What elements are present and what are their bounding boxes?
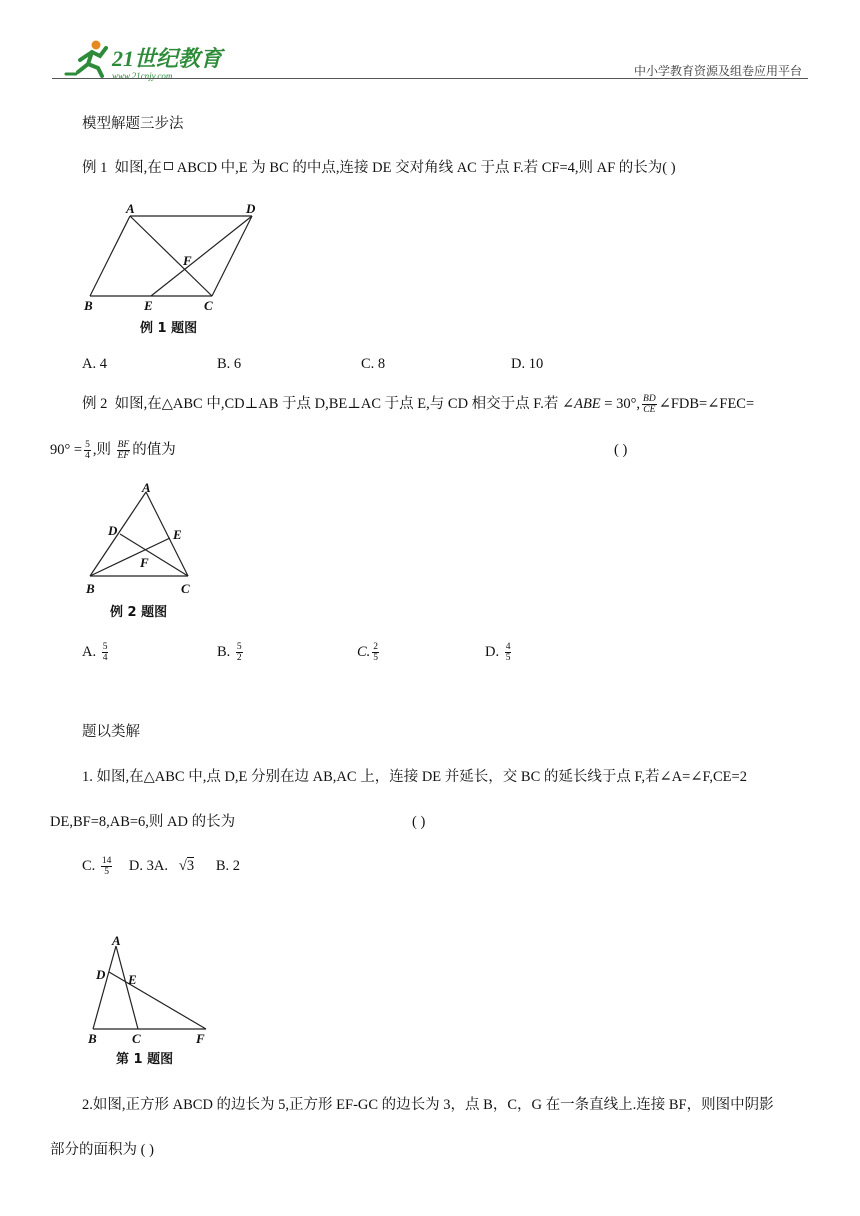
- example2-text-a: 如图,在△ABC 中,CD⊥AB 于点 D,BE⊥AC 于点 E,与 CD 相交于点 F.若 ∠: [114, 396, 575, 412]
- example1-option-c[interactable]: C. 8: [361, 356, 386, 372]
- svg-text:D: D: [96, 967, 106, 982]
- example2-angle-abe: ABE: [574, 396, 601, 412]
- example1-option-a[interactable]: A. 4: [82, 356, 107, 372]
- point-F: F: [183, 253, 192, 268]
- question1-options[interactable]: [82, 856, 240, 877]
- svg-text:A: A: [112, 933, 121, 948]
- example2-text-b: = 30°,: [600, 396, 641, 412]
- example2-figure: [82, 478, 212, 631]
- svg-text:F: F: [196, 1031, 205, 1046]
- example2-option-c[interactable]: C. $\frac{2}{5}$: [357, 642, 379, 664]
- point-C: C: [204, 298, 213, 313]
- example2-question-line1: [82, 394, 754, 415]
- fraction-bd-ce: $\frac{BD}{CE}$: [643, 394, 656, 416]
- question1-line1: 1. 如图,在△ABC 中,点 D,E 分别在边 AB,AC 上，连接 DE 并延长，交 BC 的延长线于点 F,若∠A=∠F,CE=2: [82, 769, 747, 785]
- example1-text-a: 如图,在: [114, 160, 162, 176]
- logo-url: www.21cnjy.com: [112, 71, 173, 81]
- question2-line2: 部分的面积为 ( ): [50, 1142, 154, 1158]
- question1-figure: [82, 928, 222, 1078]
- example2-option-a[interactable]: A. $\frac{5}{4}$: [82, 642, 108, 664]
- example2-answer-paren: ( ): [614, 442, 628, 458]
- example2-line2-c: 的值为: [132, 442, 176, 458]
- header-platform-text: 中小学教育资源及组卷应用平台: [633, 64, 802, 78]
- example2-question-line2: [50, 440, 176, 461]
- fraction-bf-ef: $\frac{BF}{EF}$: [117, 440, 130, 462]
- point-B: B: [84, 298, 93, 313]
- example1-text-b: ABCD 中,E 为 BC 的中点,连接 DE 交对角线 AC 于点 F.若 CF=4,则 AF 的长为( ): [176, 160, 676, 176]
- section-title-practice: 题以类解: [82, 724, 140, 740]
- sqrt-icon: √: [178, 858, 187, 874]
- svg-text:C: C: [132, 1031, 141, 1046]
- section-title-model: 模型解题三步法: [82, 116, 184, 132]
- example2-option-b[interactable]: B. $\frac{5}{2}$: [217, 642, 242, 664]
- question1-answer-paren: ( ): [412, 814, 426, 830]
- question2-line1: 2.如图,正方形 ABCD 的边长为 5,正方形 EF-GC 的边长为 3，点 B，C，G 在一条直线上.连接 BF，则图中阴影: [82, 1097, 774, 1113]
- point-E: E: [144, 298, 153, 313]
- q1-option-d-a: D. 3A.: [128, 858, 168, 874]
- example2-line2-a: 90° =: [50, 442, 83, 458]
- q1-sqrt-value: 3: [186, 858, 195, 874]
- example2-label: 例 2: [82, 396, 108, 412]
- example1-question: [82, 158, 676, 178]
- example2-option-d[interactable]: D. $\frac{4}{5}$: [485, 642, 511, 664]
- logo-text: 21世纪教育: [112, 46, 223, 71]
- question1-caption: 第 1 题图: [116, 1052, 174, 1067]
- q1-option-b: B. 2: [215, 858, 241, 874]
- q1-option-c-label: C.: [82, 858, 96, 874]
- parallelogram-icon: [164, 162, 173, 170]
- svg-text:F: F: [140, 555, 149, 570]
- example1-option-d[interactable]: D. 10: [511, 356, 544, 372]
- example1-option-b[interactable]: B. 6: [217, 356, 242, 372]
- point-D: D: [246, 201, 256, 216]
- example2-caption: 例 2 题图: [110, 605, 168, 620]
- svg-text:A: A: [142, 480, 151, 495]
- svg-text:E: E: [128, 972, 137, 987]
- example1-figure: [80, 198, 280, 348]
- example1-label: 例 1: [82, 160, 108, 176]
- question1-line2: DE,BF=8,AB=6,则 AD 的长为: [50, 814, 236, 830]
- example2-text-c: ∠FDB=∠FEC=: [658, 396, 755, 412]
- header-divider: [52, 78, 808, 79]
- example1-caption: 例 1 题图: [140, 321, 198, 336]
- svg-text:B: B: [88, 1031, 97, 1046]
- fraction-5-4: $\frac{5}{4}$: [85, 440, 90, 462]
- svg-text:D: D: [108, 523, 118, 538]
- example2-line2-b: ,则: [92, 442, 115, 458]
- point-A: A: [126, 201, 135, 216]
- q1-option-c-fraction: $\frac{14}{5}$: [101, 856, 112, 878]
- site-logo: [62, 38, 232, 82]
- svg-text:C: C: [181, 581, 190, 596]
- runner-icon: [66, 41, 106, 77]
- svg-text:B: B: [86, 581, 95, 596]
- svg-text:E: E: [173, 527, 182, 542]
